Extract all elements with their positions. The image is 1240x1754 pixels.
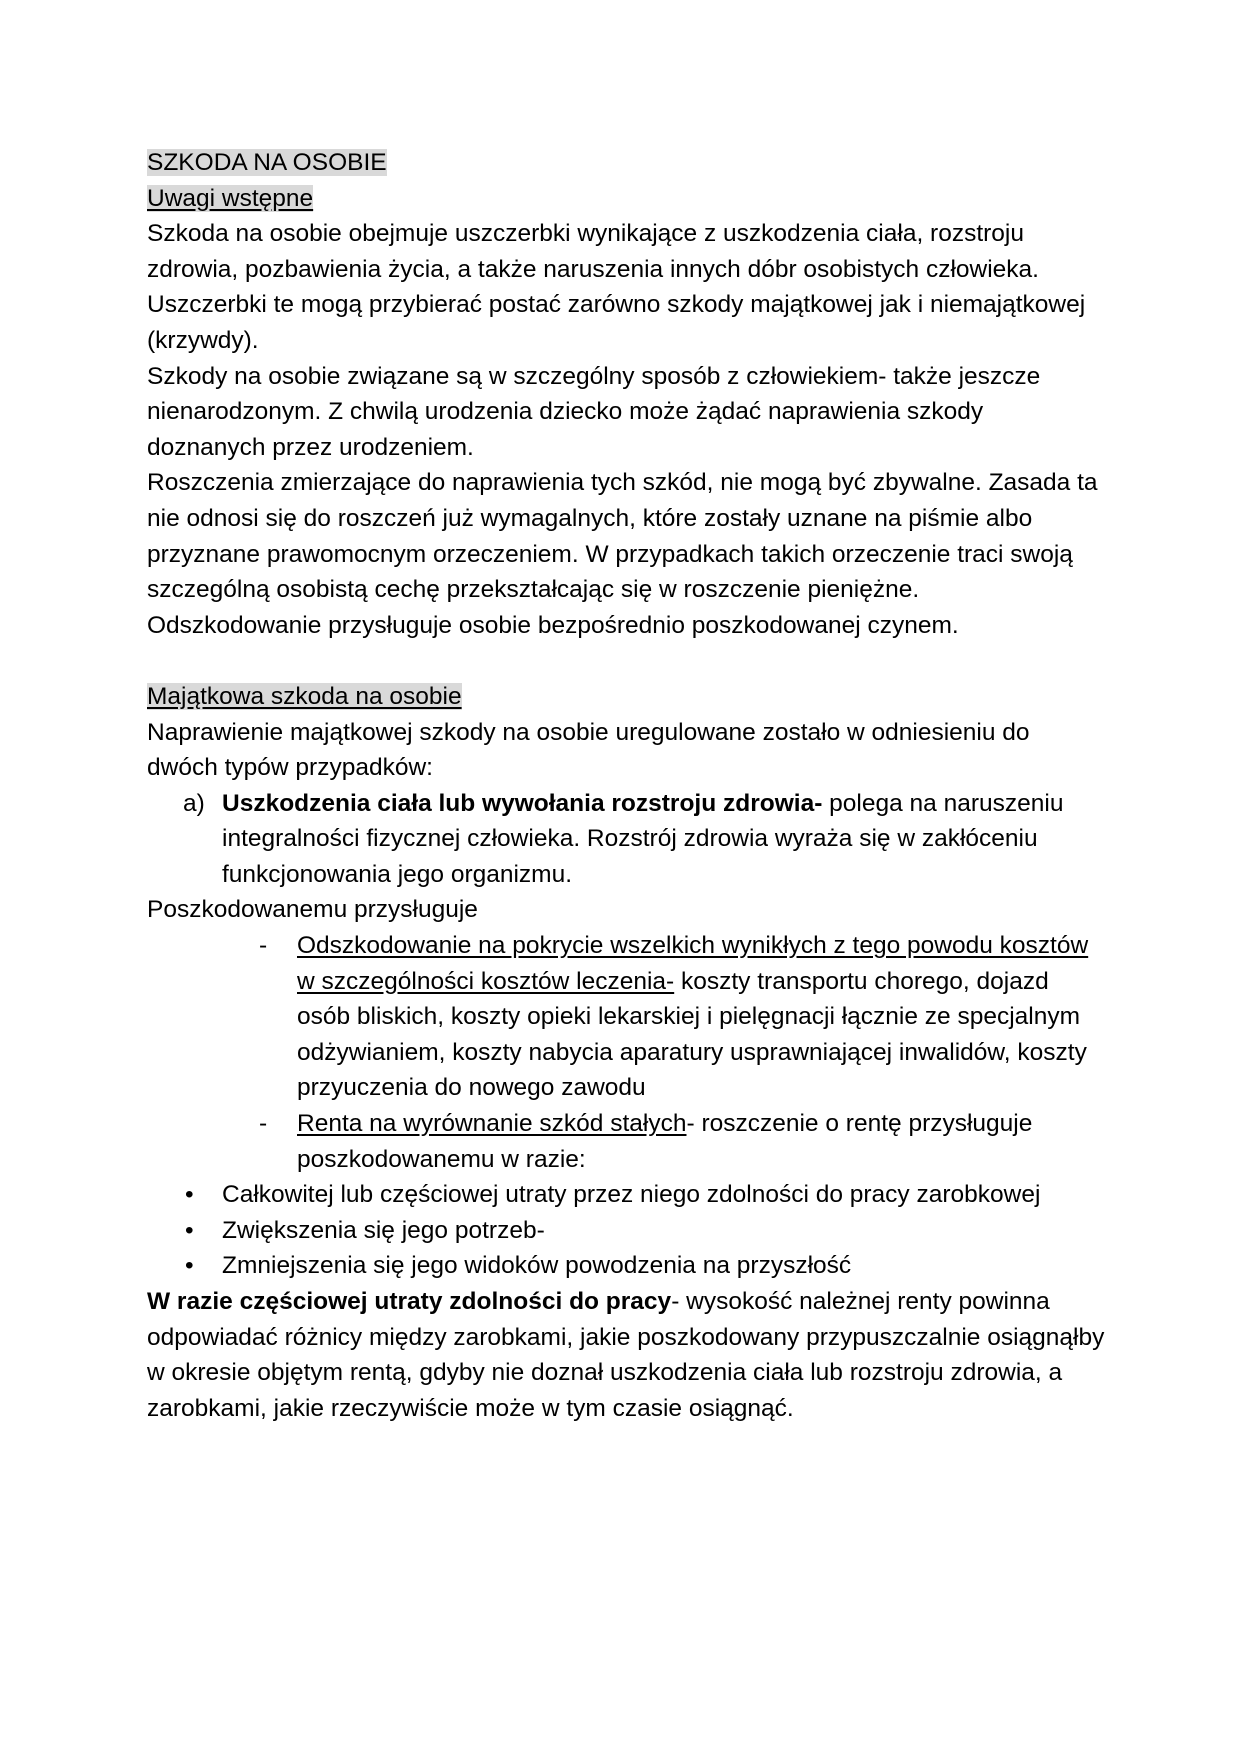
section-heading-intro: [147, 181, 1107, 217]
paragraph: Roszczenia zmierzające do naprawienia tych szkód, nie mogą być zbywalne. Zasada ta nie odnosi się do roszczeń już wymagalnych, które zostały uznane na piśmie albo przyznane prawomocnym orzeczeniem. W przypadkach takich orzeczenie traci swoją szczególną osobistą cechę przekształcając się w roszczenie pieniężne.: [147, 469, 1098, 604]
list-item-a: [147, 786, 1107, 893]
document-body: [147, 145, 1107, 1426]
bullet-text: Zwiększenia się jego potrzeb-: [222, 1216, 545, 1244]
document-title: [147, 145, 1107, 181]
item-underlined-lead: Odszkodowanie na pokrycie wszelkich wynikłych z tego powodu kosztów w szczególności kosztów leczenia-: [297, 932, 1089, 995]
item-text: polega na naruszeniu integralności fizycznej człowieka. Rozstrój zdrowia wyraża się w zakłóceniu funkcjonowania jego organizmu.: [222, 789, 1064, 888]
bullet-item: [147, 1213, 1107, 1249]
dash-item: [147, 928, 1107, 1106]
item-bold-lead: Uszkodzenia ciała lub wywołania rozstroju zdrowia-: [222, 789, 823, 817]
dash-item: [147, 1106, 1107, 1177]
paragraph: Szkody na osobie związane są w szczególny sposób z człowiekiem- także jeszcze nienarodzonym. Z chwilą urodzenia dziecko może żądać naprawienia szkody doznanych przez urodzeniem.: [147, 362, 1041, 461]
item-text: koszty transportu chorego, dojazd osób bliskich, koszty opieki lekarskiej i pielęgnacji łącznie ze specjalnym odżywianiem, koszty nabycia aparatury usprawniającej inwalidów, koszty przyuczenia do nowego zawodu: [297, 967, 1087, 1102]
dash-marker: -: [259, 1110, 268, 1138]
blank-line: [147, 643, 1107, 679]
closing-bold-lead: W razie częściowej utraty zdolności do pracy: [147, 1288, 672, 1315]
paragraph: Naprawienie majątkowej szkody na osobie uregulowane zostało w odniesieniu do dwóch typów przypadków:: [147, 718, 1030, 782]
bullet-icon: •: [185, 1216, 194, 1244]
closing-paragraph: [147, 1284, 1107, 1426]
list-marker: a): [183, 789, 205, 817]
heading-text: Majątkowa szkoda na osobie: [147, 682, 462, 710]
section-heading-property-damage: [147, 679, 1107, 715]
bullet-icon: •: [185, 1181, 194, 1209]
title-text: SZKODA NA OSOBIE: [147, 149, 387, 176]
item-underlined-lead: Renta na wyrównanie szkód stałych: [297, 1110, 687, 1138]
closing-text: - wysokość należnej renty powinna odpowiadać różnicy między zarobkami, jakie poszkodowany przypuszczalnie osiągnąłby w okresie objętym rentą, gdyby nie doznał uszkodzenia ciała lub rozstroju zdrowia, a zarobkami, jakie rzeczywiście może w tym czasie osiągnąć.: [147, 1288, 1105, 1422]
bullet-icon: •: [185, 1252, 194, 1280]
paragraph: Odszkodowanie przysługuje osobie bezpośrednio poszkodowanej czynem.: [147, 611, 959, 639]
item-text: - roszczenie o rentę przysługuje poszkodowanemu w razie:: [297, 1110, 1033, 1173]
paragraph: Uszczerbki te mogą przybierać postać zarówno szkody majątkowej jak i niemajątkowej (krzywdy).: [147, 291, 1086, 354]
bullet-text: Zmniejszenia się jego widoków powodzenia na przyszłość: [222, 1252, 852, 1280]
paragraph: Poszkodowanemu przysługuje: [147, 896, 478, 924]
dash-marker: -: [259, 932, 268, 960]
bullet-item: [147, 1177, 1107, 1213]
heading-text: Uwagi wstępne: [147, 184, 314, 212]
bullet-text: Całkowitej lub częściowej utraty przez niego zdolności do pracy zarobkowej: [222, 1181, 1041, 1209]
bullet-item: [147, 1248, 1107, 1284]
paragraph: Szkoda na osobie obejmuje uszczerbki wynikające z uszkodzenia ciała, rozstroju zdrowia, pozbawienia życia, a także naruszenia innych dóbr osobistych człowieka.: [147, 220, 1039, 283]
